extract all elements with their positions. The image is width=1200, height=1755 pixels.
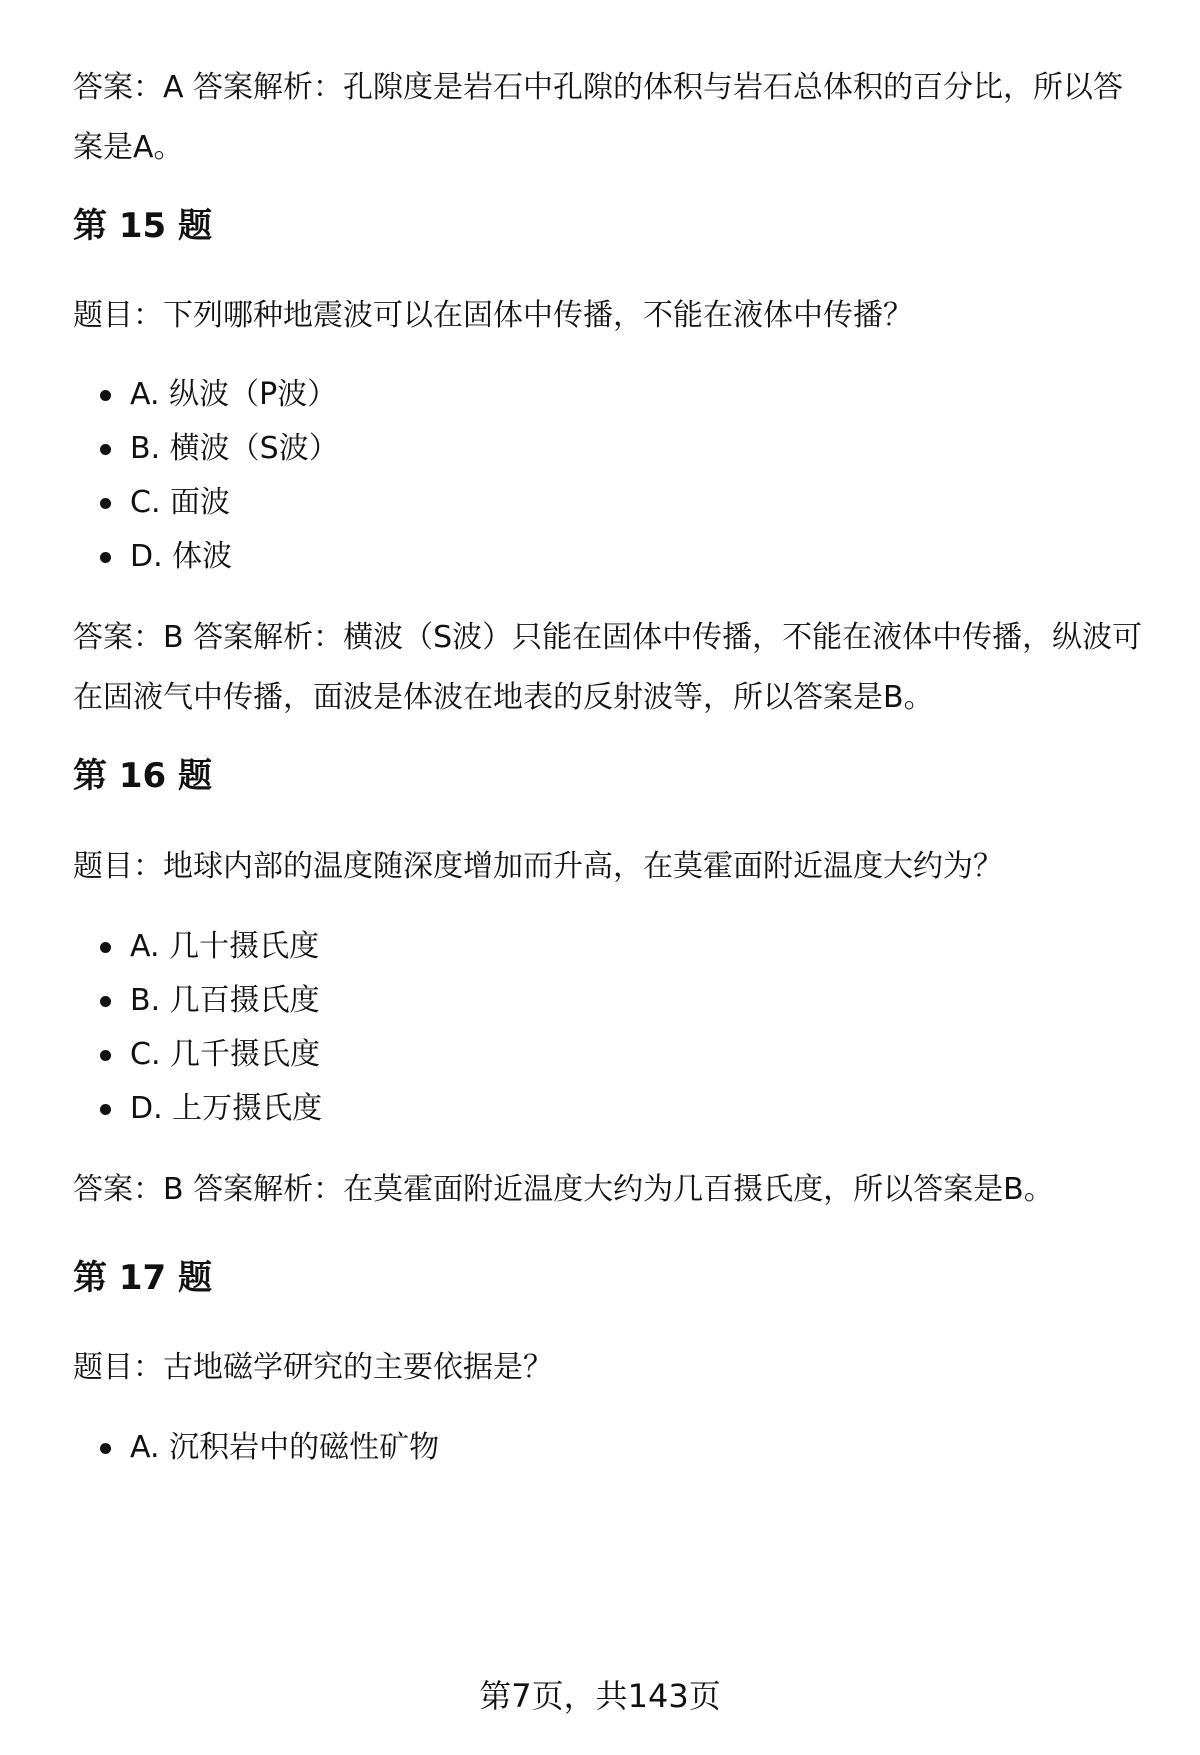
bullet-icon	[100, 1050, 111, 1061]
question-text-15: 题目：下列哪种地震波可以在固体中传播，不能在液体中传播？	[73, 298, 913, 333]
bullet-icon	[100, 996, 111, 1007]
option-a-q17	[100, 1426, 439, 1470]
question-heading-15: 第 15 题	[73, 206, 212, 246]
option-label: A. 几十摄氏度	[130, 929, 320, 964]
bullet-icon	[100, 1104, 111, 1115]
option-label: C. 面波	[130, 485, 231, 520]
bullet-icon	[100, 942, 111, 953]
option-c-q15	[100, 481, 230, 525]
option-b-q16	[100, 979, 320, 1023]
bullet-icon	[100, 1443, 111, 1454]
bullet-icon	[100, 390, 111, 401]
option-label: A. 沉积岩中的磁性矿物	[130, 1430, 440, 1465]
bullet-icon	[100, 444, 111, 455]
answer-explanation-q15: 答案：B 答案解析：横波（S波）只能在固体中传播，不能在液体中传播，纵波可在固液气中传播，面波是体波在地表的反射波等，所以答案是B。	[73, 620, 1143, 715]
option-label: B. 几百摄氏度	[130, 983, 320, 1018]
option-c-q16	[100, 1033, 320, 1077]
option-label: A. 纵波（P波）	[130, 377, 338, 412]
page-number-footer: 第7页，共143页	[479, 1677, 721, 1715]
answer-explanation-q16: 答案：B 答案解析：在莫霍面附近温度大约为几百摄氏度，所以答案是B。	[73, 1172, 1054, 1207]
answer-explanation-q14: 答案：A 答案解析：孔隙度是岩石中孔隙的体积与岩石总体积的百分比，所以答案是A。	[73, 70, 1124, 165]
bullet-icon	[100, 498, 111, 509]
option-d-q15	[100, 535, 232, 579]
option-b-q15	[100, 427, 339, 471]
question-text-16: 题目：地球内部的温度随深度增加而升高，在莫霍面附近温度大约为？	[73, 849, 1003, 884]
option-label: B. 横波（S波）	[130, 431, 339, 466]
question-heading-16: 第 16 题	[73, 756, 212, 796]
option-label: C. 几千摄氏度	[130, 1037, 321, 1072]
option-a-q16	[100, 925, 319, 969]
option-label: D. 上万摄氏度	[130, 1091, 323, 1126]
option-d-q16	[100, 1087, 322, 1131]
option-a-q15	[100, 373, 337, 417]
question-text-17: 题目：古地磁学研究的主要依据是？	[73, 1350, 553, 1385]
question-heading-17: 第 17 题	[73, 1258, 212, 1298]
option-label: D. 体波	[130, 539, 233, 574]
bullet-icon	[100, 552, 111, 563]
